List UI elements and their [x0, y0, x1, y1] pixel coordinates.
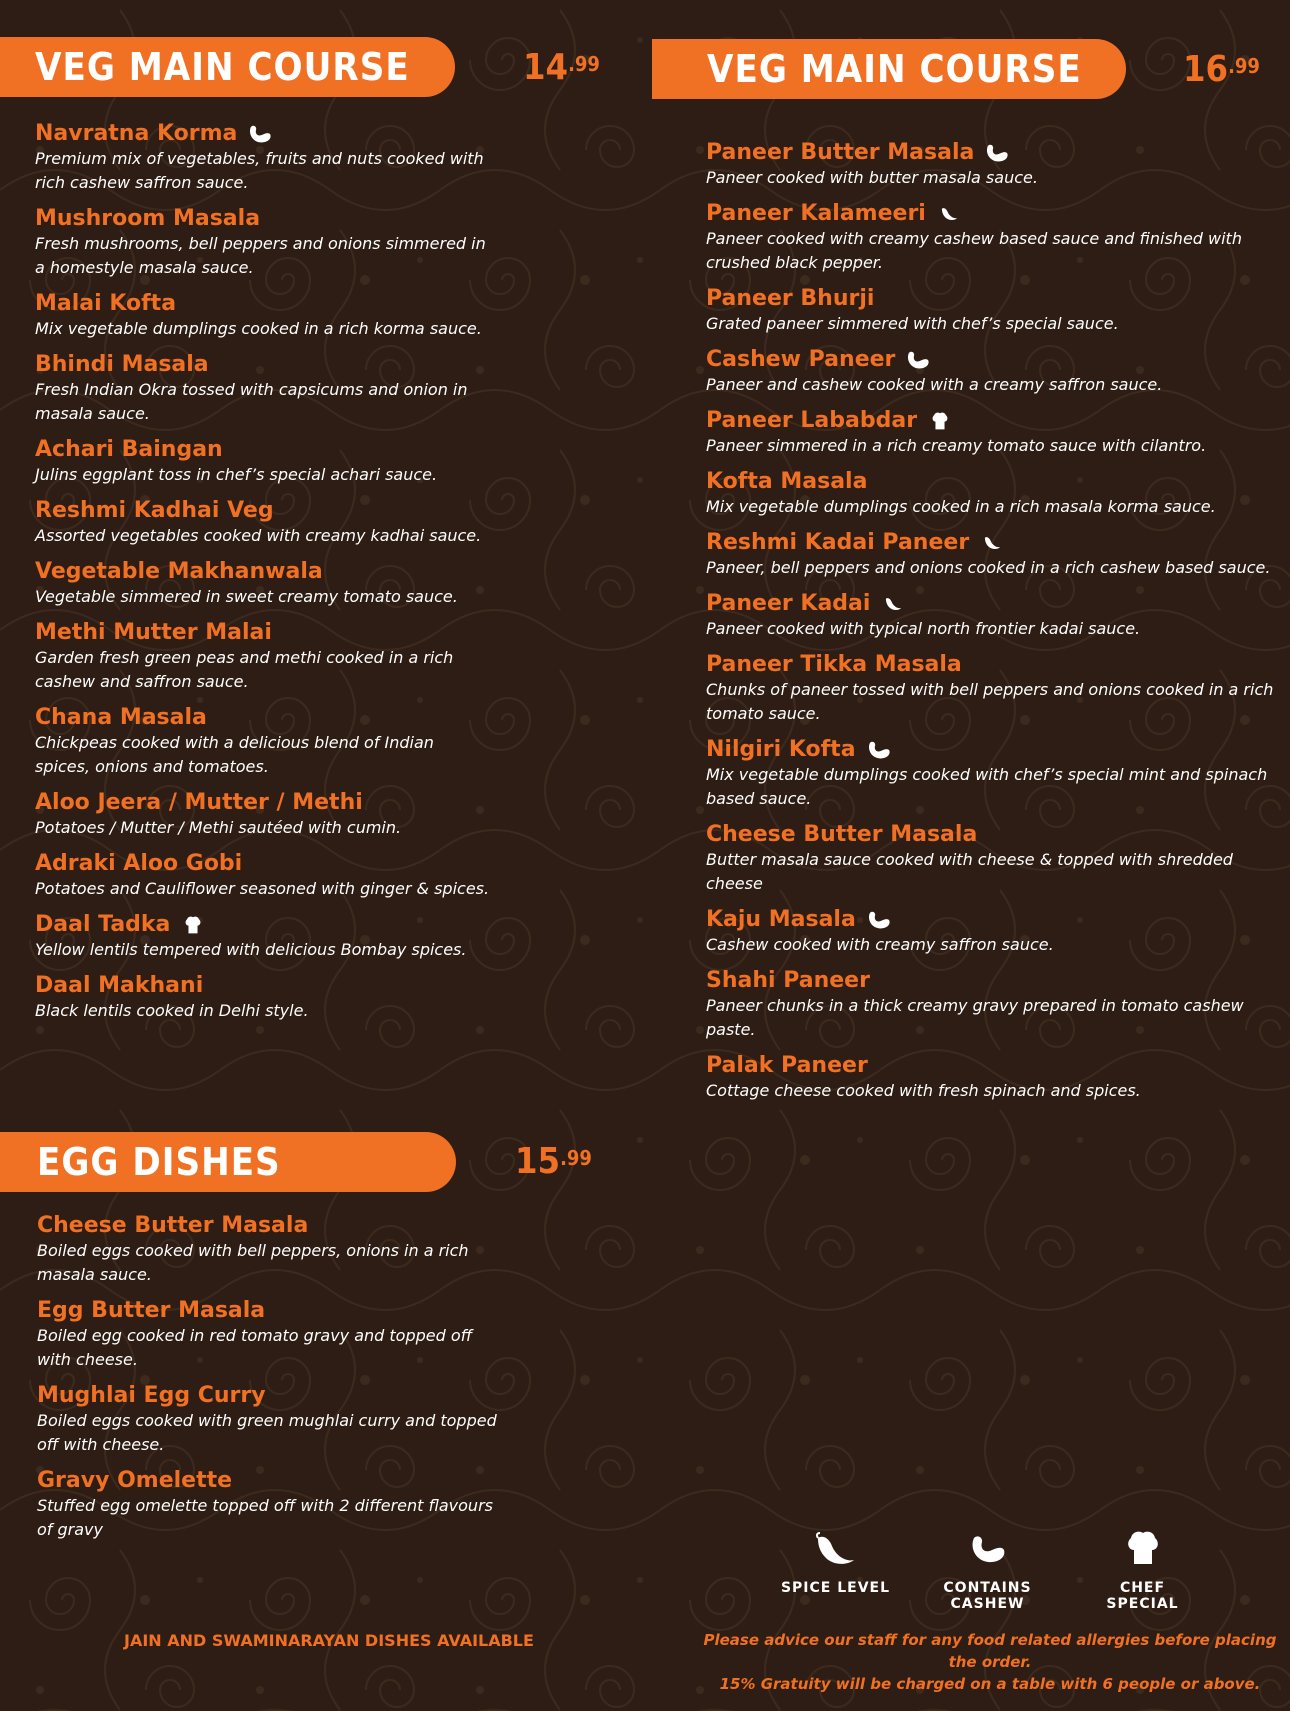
menu-item-name-row	[706, 469, 1276, 495]
menu-item-name: Vegetable Makhanwala	[35, 559, 323, 584]
egg-title: EGG DISHES	[37, 1140, 281, 1184]
menu-item-description: Potatoes / Mutter / Methi sautéed with cumin.	[35, 818, 402, 837]
menu-item-name-row	[706, 968, 1276, 994]
menu-item-name-row	[35, 291, 490, 317]
menu-item	[35, 206, 490, 280]
egg-banner	[0, 1132, 456, 1192]
chili-icon	[936, 203, 962, 225]
menu-item-description: Boiled eggs cooked with bell peppers, onions in a rich masala sauce.	[37, 1241, 469, 1284]
menu-item	[35, 291, 490, 341]
menu-item	[35, 498, 490, 548]
menu-item-name-row	[706, 140, 1276, 166]
egg-price-cents: .99	[560, 1146, 592, 1170]
menu-item	[706, 652, 1276, 726]
menu-item-description: Paneer chunks in a thick creamy gravy prepared in tomato cashew paste.	[706, 996, 1244, 1039]
veg-right-banner	[652, 39, 1126, 99]
menu-item-name: Mushroom Masala	[35, 206, 261, 231]
menu-item-description: Yellow lentils tempered with delicious Bombay spices.	[35, 940, 467, 959]
menu-item	[35, 851, 490, 901]
menu-item	[37, 1468, 507, 1542]
veg-left-price-main: 14	[523, 47, 569, 88]
menu-item-name-row	[37, 1213, 507, 1239]
menu-item-name: Daal Tadka	[35, 912, 171, 937]
veg-right-price-cents: .99	[1228, 54, 1260, 78]
menu-item-description: Mix vegetable dumplings cooked in a rich korma sauce.	[35, 319, 482, 338]
menu-item-name: Gravy Omelette	[37, 1468, 233, 1493]
menu-item-description: Cottage cheese cooked with fresh spinach and spices.	[706, 1081, 1141, 1100]
footer-right-note	[700, 1629, 1280, 1695]
menu-item-description: Paneer cooked with butter masala sauce.	[706, 168, 1038, 187]
menu-item-description: Chunks of paneer tossed with bell peppers and onions cooked in a rich tomato sauce.	[706, 680, 1274, 723]
footer-left-note: JAIN AND SWAMINARAYAN DISHES AVAILABLE	[124, 1631, 534, 1650]
chili-icon	[778, 1532, 893, 1566]
menu-item	[706, 822, 1276, 896]
menu-item-name: Paneer Kadai	[706, 591, 871, 616]
menu-item-description: Boiled egg cooked in red tomato gravy and topped off with cheese.	[37, 1326, 473, 1369]
menu-item	[706, 1053, 1276, 1103]
menu-item-name-row	[706, 907, 1276, 933]
footer-allergy-line: Please advice our staff for any food related allergies before placing the order.	[703, 1631, 1277, 1671]
veg-right-title: VEG MAIN COURSE	[707, 47, 1082, 91]
menu-item	[35, 912, 490, 962]
menu-item-name: Achari Baingan	[35, 437, 223, 462]
menu-item	[706, 591, 1276, 641]
veg-right-price-main: 16	[1183, 49, 1229, 90]
menu-item	[706, 469, 1276, 519]
egg-price	[515, 1142, 592, 1182]
menu-item-name: Cheese Butter Masala	[37, 1213, 309, 1238]
menu-item-name: Daal Makhani	[35, 973, 204, 998]
menu-item-description: Boiled eggs cooked with green mughlai curry and topped off with cheese.	[37, 1411, 497, 1454]
menu-item-name: Methi Mutter Malai	[35, 620, 272, 645]
menu-item-description: Assorted vegetables cooked with creamy kadhai sauce.	[35, 526, 482, 545]
egg-section	[0, 1120, 640, 1580]
menu-item-description: Chickpeas cooked with a delicious blend of Indian spices, onions and tomatoes.	[35, 733, 434, 776]
menu-item-name-row	[35, 559, 490, 585]
menu-item-description: Julins eggplant toss in chef’s special achari sauce.	[35, 465, 438, 484]
menu-item-description: Paneer and cashew cooked with a creamy saffron sauce.	[706, 375, 1163, 394]
menu-item-name-row	[706, 286, 1276, 312]
menu-item-name: Malai Kofta	[35, 291, 177, 316]
egg-item-list	[37, 1213, 507, 1553]
menu-item-description: Butter masala sauce cooked with cheese & topped with shredded cheese	[706, 850, 1233, 893]
menu-item	[35, 705, 490, 779]
chili-icon	[880, 593, 906, 615]
legend-spice	[778, 1532, 893, 1596]
veg-left-title: VEG MAIN COURSE	[35, 45, 410, 89]
veg-left-price-cents: .99	[568, 52, 600, 76]
menu-item-name: Kaju Masala	[706, 907, 856, 932]
menu-item	[706, 408, 1276, 458]
menu-item-description: Stuffed egg omelette topped off with 2 different flavours of gravy	[37, 1496, 493, 1539]
legend-chef-label: CHEF SPECIAL	[1106, 1580, 1179, 1612]
menu-item-description: Vegetable simmered in sweet creamy tomato sauce.	[35, 587, 458, 606]
menu-item-name-row	[35, 705, 490, 731]
menu-item	[706, 530, 1276, 580]
cashew-icon	[905, 349, 931, 371]
menu-item	[706, 347, 1276, 397]
menu-item-name: Mughlai Egg Curry	[37, 1383, 266, 1408]
chef-icon	[180, 914, 206, 936]
menu-item-description: Grated paneer simmered with chef’s special sauce.	[706, 314, 1119, 333]
menu-item	[35, 559, 490, 609]
chef-icon	[927, 410, 953, 432]
menu-item-name: Aloo Jeera / Mutter / Methi	[35, 790, 363, 815]
menu-item-name: Chana Masala	[35, 705, 207, 730]
menu-item-name-row	[706, 737, 1276, 763]
menu-item	[35, 437, 490, 487]
legend-cashew	[920, 1532, 1055, 1612]
menu-item-name-row	[35, 498, 490, 524]
menu-item	[706, 968, 1276, 1042]
menu-item-description: Potatoes and Cauliflower seasoned with ginger & spices.	[35, 879, 490, 898]
menu-item-name: Paneer Butter Masala	[706, 140, 975, 165]
menu-item-name: Navratna Korma	[35, 121, 238, 146]
menu-item	[706, 737, 1276, 811]
menu-item-name-row	[706, 652, 1276, 678]
menu-item-name: Shahi Paneer	[706, 968, 870, 993]
legend-cashew-label: CONTAINS CASHEW	[943, 1580, 1032, 1612]
menu-item	[35, 790, 490, 840]
menu-item-name-row	[706, 1053, 1276, 1079]
menu-item-description: Paneer cooked with creamy cashew based sauce and finished with crushed black pepper.	[706, 229, 1242, 272]
menu-item-description: Paneer, bell peppers and onions cooked in a rich cashew based sauce.	[706, 558, 1271, 577]
veg-left-item-list	[35, 121, 490, 1034]
cashew-icon	[866, 909, 892, 931]
menu-item-name-row	[35, 973, 490, 999]
menu-item-description: Mix vegetable dumplings cooked in a rich masala korma sauce.	[706, 497, 1216, 516]
menu-item-name-row	[35, 437, 490, 463]
menu-item-name-row	[35, 206, 490, 232]
menu-item-description: Fresh Indian Okra tossed with capsicums and onion in masala sauce.	[35, 380, 468, 423]
menu-item	[35, 973, 490, 1023]
menu-item	[706, 907, 1276, 957]
veg-left-banner	[0, 37, 455, 97]
menu-item-name: Palak Paneer	[706, 1053, 868, 1078]
menu-item-name: Paneer Tikka Masala	[706, 652, 962, 677]
menu-item	[706, 201, 1276, 275]
menu-item-description: Cashew cooked with creamy saffron sauce.	[706, 935, 1054, 954]
menu-item-name-row	[35, 790, 490, 816]
cashew-icon	[984, 142, 1010, 164]
menu-item-name-row	[35, 352, 490, 378]
menu-item-name-row	[37, 1298, 507, 1324]
menu-item-name: Adraki Aloo Gobi	[35, 851, 243, 876]
cashew-icon	[247, 123, 273, 145]
menu-item-name: Reshmi Kadai Paneer	[706, 530, 970, 555]
veg-left-price	[523, 48, 600, 88]
menu-item-description: Garden fresh green peas and methi cooked in a rich cashew and saffron sauce.	[35, 648, 454, 691]
menu-item-description: Mix vegetable dumplings cooked with chef’s special mint and spinach based sauce.	[706, 765, 1268, 808]
veg-right-price	[1183, 50, 1260, 90]
menu-item	[706, 140, 1276, 190]
menu-item-name-row	[706, 408, 1276, 434]
menu-item-name-row	[37, 1383, 507, 1409]
menu-item-name: Egg Butter Masala	[37, 1298, 266, 1323]
egg-price-main: 15	[515, 1141, 561, 1182]
menu-item-name: Paneer Kalameeri	[706, 201, 926, 226]
menu-item	[35, 620, 490, 694]
cashew-icon	[920, 1532, 1055, 1566]
menu-item-name: Cheese Butter Masala	[706, 822, 978, 847]
menu-item-description: Paneer cooked with typical north frontier kadai sauce.	[706, 619, 1141, 638]
footer-gratuity-line: 15% Gratuity will be charged on a table with 6 people or above.	[719, 1675, 1261, 1693]
menu-item-name: Paneer Bhurji	[706, 286, 875, 311]
menu-item-description: Premium mix of vegetables, fruits and nuts cooked with rich cashew saffron sauce.	[35, 149, 484, 192]
menu-item-description: Black lentils cooked in Delhi style.	[35, 1001, 309, 1020]
menu-item	[706, 286, 1276, 336]
chili-icon	[979, 532, 1005, 554]
veg-right-section	[650, 0, 1290, 1200]
menu-item-name: Nilgiri Kofta	[706, 737, 856, 762]
menu-item	[37, 1298, 507, 1372]
menu-item	[37, 1383, 507, 1457]
menu-item	[37, 1213, 507, 1287]
legend-chef	[1085, 1528, 1200, 1612]
menu-item-description: Paneer simmered in a rich creamy tomato sauce with cilantro.	[706, 436, 1207, 455]
menu-item-name-row	[35, 121, 490, 147]
menu-item-name: Cashew Paneer	[706, 347, 896, 372]
menu-item-name-row	[35, 851, 490, 877]
legend-spice-label: SPICE LEVEL	[780, 1580, 891, 1596]
menu-item-name-row	[706, 591, 1276, 617]
menu-item-name-row	[35, 620, 490, 646]
menu-item-name: Reshmi Kadhai Veg	[35, 498, 274, 523]
menu-item-name-row	[35, 912, 490, 938]
menu-item-name-row	[37, 1468, 507, 1494]
cashew-icon	[866, 739, 892, 761]
menu-item-name-row	[706, 822, 1276, 848]
menu-item-name: Bhindi Masala	[35, 352, 209, 377]
menu-item-name-row	[706, 347, 1276, 373]
veg-left-section	[0, 0, 640, 1100]
menu-item	[35, 352, 490, 426]
chef-hat-icon	[1085, 1528, 1200, 1566]
veg-right-item-list	[706, 140, 1276, 1114]
menu-item-name-row	[706, 201, 1276, 227]
menu-item-name: Paneer Lababdar	[706, 408, 918, 433]
menu-item-description: Fresh mushrooms, bell peppers and onions simmered in a homestyle masala sauce.	[35, 234, 486, 277]
menu-item	[35, 121, 490, 195]
menu-item-name-row	[706, 530, 1276, 556]
menu-item-name: Kofta Masala	[706, 469, 868, 494]
